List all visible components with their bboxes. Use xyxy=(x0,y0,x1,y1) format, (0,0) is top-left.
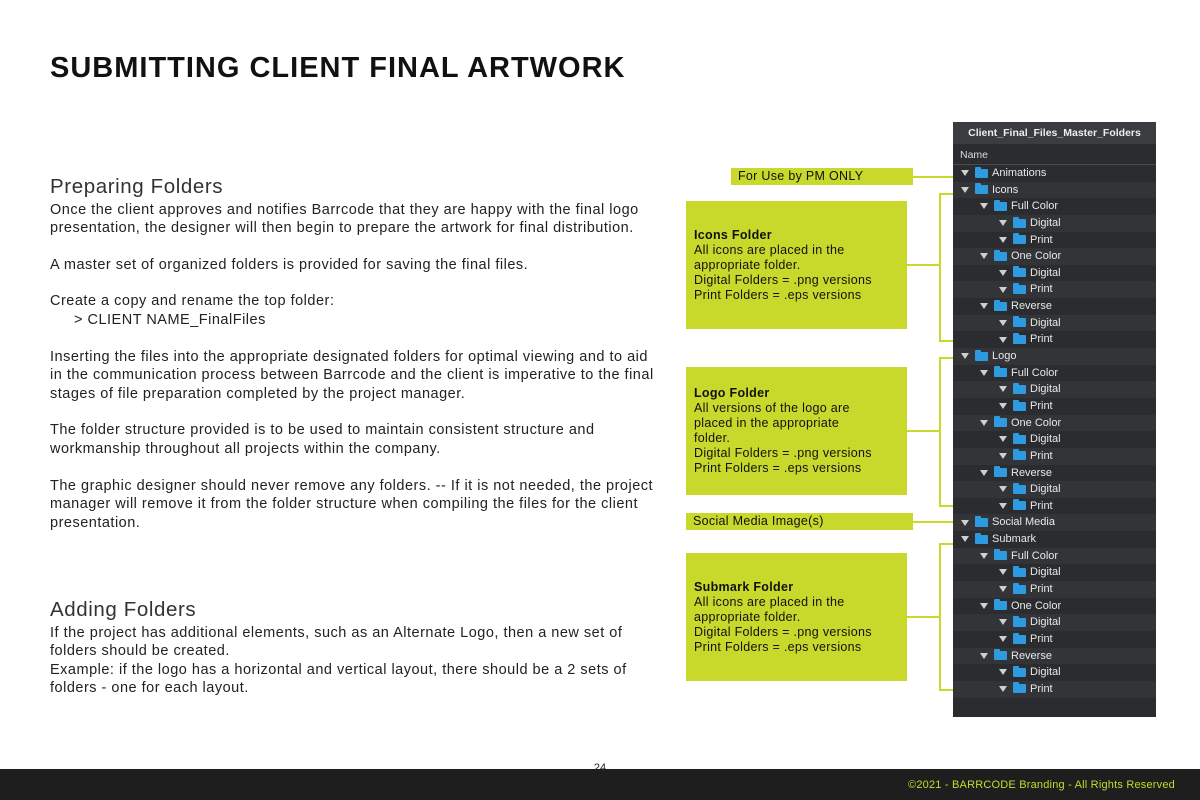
folder-label: Digital xyxy=(1030,666,1061,679)
folder-icon xyxy=(1013,684,1026,693)
folder-label: Print xyxy=(1030,449,1053,462)
folder-label: Print xyxy=(1030,583,1053,596)
folder-label: Social Media xyxy=(992,516,1055,529)
folder-icon xyxy=(1013,235,1026,244)
folder-label: Digital xyxy=(1030,483,1061,496)
adding-paragraph-1: If the project has additional elements, such as an Alternate Logo, then a new set of folders should be created. xyxy=(50,624,623,660)
folder-icon xyxy=(994,252,1007,261)
folder-label: One Color xyxy=(1011,250,1062,263)
logo-bracket-top xyxy=(939,357,953,359)
folder-row[interactable] xyxy=(953,415,1156,432)
logo-bracket-v xyxy=(939,357,941,507)
folder-icon xyxy=(975,169,988,178)
folder-label: Print xyxy=(1030,333,1053,346)
folder-label: Print xyxy=(1030,499,1053,512)
disclosure-triangle-icon[interactable] xyxy=(999,403,1007,409)
adding-paragraph-2: Example: if the logo has a horizontal and vertical layout, there should be a 2 sets of folders - one for each layout. xyxy=(50,661,627,697)
disclosure-triangle-icon[interactable] xyxy=(980,653,988,659)
folder-row[interactable] xyxy=(953,498,1156,515)
submark-callout-line: Print Folders = .eps versions xyxy=(694,639,862,654)
folder-icon xyxy=(975,518,988,527)
folder-label: Full Color xyxy=(1011,366,1059,379)
folder-row[interactable] xyxy=(953,548,1156,565)
folder-label: Print xyxy=(1030,233,1053,246)
social-connector xyxy=(913,521,953,523)
disclosure-triangle-icon[interactable] xyxy=(999,320,1007,326)
logo-bracket-bottom xyxy=(939,505,953,507)
icons-callout-line: appropriate folder. xyxy=(694,257,801,272)
folder-row[interactable] xyxy=(953,331,1156,348)
folder-row[interactable] xyxy=(953,564,1156,581)
pm-only-tag: For Use by PM ONLY xyxy=(731,168,913,185)
preparing-heading: Preparing Folders xyxy=(50,175,224,198)
disclosure-triangle-icon[interactable] xyxy=(999,619,1007,625)
folder-icon xyxy=(1013,335,1026,344)
logo-callout-line: Print Folders = .eps versions xyxy=(694,461,862,475)
folder-label: Icons xyxy=(992,183,1019,196)
folder-icon xyxy=(1013,285,1026,294)
icons-folder-callout xyxy=(686,201,907,329)
disclosure-triangle-icon[interactable] xyxy=(961,353,969,359)
logo-callout-title: Logo Folder xyxy=(694,386,770,400)
folder-row[interactable] xyxy=(953,315,1156,332)
folder-row[interactable] xyxy=(953,182,1156,199)
finder-window-title: Client_Final_Files_Master_Folders xyxy=(953,122,1156,144)
folder-icon xyxy=(1013,585,1026,594)
page-number: 24 xyxy=(593,762,607,774)
folder-label: Digital xyxy=(1030,566,1061,579)
folder-label: Submark xyxy=(992,533,1037,546)
preparing-paragraph-1: Once the client approves and notifies Barrcode that they are happy with the final logo presentation, the designer will then begin to prepare the artwork for final distribution. xyxy=(50,201,639,237)
folder-row[interactable] xyxy=(953,648,1156,665)
disclosure-triangle-icon[interactable] xyxy=(999,270,1007,276)
disclosure-triangle-icon[interactable] xyxy=(999,669,1007,675)
preparing-paragraph-4: Inserting the files into the appropriate designated folders for optimal viewing and to aid in the communication process between Barrcode and the client is imperative to the final stages of file preparation completed by the project manager. xyxy=(50,348,654,402)
folder-icon xyxy=(1013,268,1026,277)
folder-label: Animations xyxy=(992,167,1047,179)
disclosure-triangle-icon[interactable] xyxy=(999,569,1007,575)
folder-row[interactable] xyxy=(953,681,1156,698)
icons-bracket-v xyxy=(939,193,941,342)
folder-row[interactable] xyxy=(953,531,1156,548)
folder-label: One Color xyxy=(1011,599,1062,612)
folder-icon xyxy=(975,185,988,194)
icons-connector-h xyxy=(907,264,940,266)
rename-instruction: Create a copy and rename the top folder: xyxy=(50,293,335,310)
folder-row[interactable] xyxy=(953,664,1156,681)
adding-section xyxy=(50,598,655,698)
submark-callout-title: Submark Folder xyxy=(694,579,794,594)
folder-row[interactable] xyxy=(953,631,1156,648)
folder-icon xyxy=(1013,219,1026,228)
folder-icon xyxy=(1013,318,1026,327)
folder-row[interactable] xyxy=(953,481,1156,498)
submark-folder-callout xyxy=(686,553,907,681)
folder-row[interactable] xyxy=(953,431,1156,448)
folder-label: One Color xyxy=(1011,416,1062,429)
submark-bracket-v xyxy=(939,543,941,691)
disclosure-triangle-icon[interactable] xyxy=(999,237,1007,243)
disclosure-triangle-icon[interactable] xyxy=(980,603,988,609)
folder-icon xyxy=(1013,451,1026,460)
social-media-tag: Social Media Image(s) xyxy=(686,513,913,530)
preparing-paragraph-5: The folder structure provided is to be used to maintain consistent structure and workmanship throughout all projects within the company. xyxy=(50,422,595,457)
disclosure-triangle-icon[interactable] xyxy=(980,253,988,259)
disclosure-triangle-icon[interactable] xyxy=(980,370,988,376)
folder-label: Digital xyxy=(1030,266,1061,279)
folder-row[interactable] xyxy=(953,581,1156,598)
folder-icon xyxy=(994,468,1007,477)
logo-connector-h xyxy=(907,430,940,432)
folder-row[interactable] xyxy=(953,365,1156,382)
logo-callout-line: Digital Folders = .png versions xyxy=(694,446,872,460)
folder-icon xyxy=(994,368,1007,377)
disclosure-triangle-icon[interactable] xyxy=(999,636,1007,642)
folder-row[interactable] xyxy=(953,298,1156,315)
folder-row[interactable] xyxy=(953,248,1156,265)
disclosure-triangle-icon[interactable] xyxy=(999,486,1007,492)
folder-row[interactable] xyxy=(953,232,1156,249)
disclosure-triangle-icon[interactable] xyxy=(999,686,1007,692)
disclosure-triangle-icon[interactable] xyxy=(999,453,1007,459)
adding-paragraph xyxy=(50,624,655,698)
disclosure-triangle-icon[interactable] xyxy=(961,187,969,193)
rename-example: > CLIENT NAME_FinalFiles xyxy=(74,311,266,328)
folder-icon xyxy=(1013,385,1026,394)
disclosure-triangle-icon[interactable] xyxy=(980,303,988,309)
folder-icon xyxy=(994,202,1007,211)
folder-icon xyxy=(994,418,1007,427)
folder-label: Logo xyxy=(992,350,1017,363)
adding-heading: Adding Folders xyxy=(50,598,197,621)
folder-row[interactable] xyxy=(953,614,1156,631)
disclosure-triangle-icon[interactable] xyxy=(980,470,988,476)
disclosure-triangle-icon[interactable] xyxy=(980,553,988,559)
folder-icon xyxy=(1013,435,1026,444)
folder-icon xyxy=(1013,402,1026,411)
pm-only-connector xyxy=(913,176,953,178)
preparing-paragraph-3 xyxy=(50,292,655,329)
finder-column-header-name[interactable]: Name xyxy=(953,144,1156,165)
finder-window xyxy=(953,122,1156,717)
submark-bracket-top xyxy=(939,543,953,545)
folder-label: Print xyxy=(1030,632,1053,645)
disclosure-triangle-icon[interactable] xyxy=(961,520,969,526)
icons-callout-line: Print Folders = .eps versions xyxy=(694,287,862,302)
folder-row[interactable] xyxy=(953,198,1156,215)
finder-folder-list xyxy=(953,165,1156,698)
preparing-section xyxy=(50,175,655,550)
disclosure-triangle-icon[interactable] xyxy=(980,420,988,426)
icons-callout-title: Icons Folder xyxy=(694,227,772,242)
folder-row[interactable] xyxy=(953,281,1156,298)
logo-callout-line: All versions of the logo are xyxy=(694,401,850,415)
submark-callout-line: appropriate folder. xyxy=(694,609,801,624)
folder-icon xyxy=(1013,668,1026,677)
folder-row[interactable] xyxy=(953,348,1156,365)
folder-label: Print xyxy=(1030,399,1053,412)
icons-callout-line: All icons are placed in the xyxy=(694,242,845,257)
folder-row[interactable] xyxy=(953,381,1156,398)
folder-label: Digital xyxy=(1030,433,1061,446)
disclosure-triangle-icon[interactable] xyxy=(999,586,1007,592)
folder-icon xyxy=(1013,568,1026,577)
submark-bracket-bottom xyxy=(939,689,953,691)
logo-folder-callout xyxy=(686,367,907,495)
logo-callout-line: placed in the appropriate xyxy=(694,416,840,430)
preparing-paragraph-6: The graphic designer should never remove any folders. -- If it is not needed, the project manager will remove it from the folder structure when compiling the files for the client presentation. xyxy=(50,477,654,531)
folder-row[interactable] xyxy=(953,165,1156,182)
folder-icon xyxy=(975,535,988,544)
folder-icon xyxy=(994,551,1007,560)
folder-row[interactable] xyxy=(953,265,1156,282)
folder-label: Reverse xyxy=(1011,649,1052,662)
folder-label: Digital xyxy=(1030,316,1061,329)
folder-label: Full Color xyxy=(1011,200,1059,213)
disclosure-triangle-icon[interactable] xyxy=(999,436,1007,442)
folder-icon xyxy=(994,302,1007,311)
folder-row[interactable] xyxy=(953,448,1156,465)
submark-connector-h xyxy=(907,616,940,618)
folder-icon xyxy=(1013,618,1026,627)
folder-row[interactable] xyxy=(953,465,1156,482)
folder-icon xyxy=(1013,501,1026,510)
folder-label: Digital xyxy=(1030,616,1061,629)
disclosure-triangle-icon[interactable] xyxy=(980,203,988,209)
submark-callout-line: All icons are placed in the xyxy=(694,594,845,609)
disclosure-triangle-icon[interactable] xyxy=(999,337,1007,343)
folder-icon xyxy=(1013,635,1026,644)
folder-label: Digital xyxy=(1030,216,1061,229)
logo-callout-line: folder. xyxy=(694,431,731,445)
folder-icon xyxy=(975,352,988,361)
copyright-text: ©2021 - BARRCODE Branding - All Rights Reserved xyxy=(908,779,1175,791)
folder-label: Digital xyxy=(1030,383,1061,396)
icons-callout-line: Digital Folders = .png versions xyxy=(694,272,872,287)
folder-icon xyxy=(994,651,1007,660)
folder-row[interactable] xyxy=(953,598,1156,615)
folder-label: Full Color xyxy=(1011,549,1059,562)
folder-row[interactable] xyxy=(953,514,1156,531)
folder-label: Print xyxy=(1030,682,1053,695)
page-title: SUBMITTING CLIENT FINAL ARTWORK xyxy=(50,52,626,84)
disclosure-triangle-icon[interactable] xyxy=(999,503,1007,509)
disclosure-triangle-icon[interactable] xyxy=(999,386,1007,392)
disclosure-triangle-icon[interactable] xyxy=(999,287,1007,293)
disclosure-triangle-icon[interactable] xyxy=(999,220,1007,226)
icons-bracket-bottom xyxy=(939,340,953,342)
folder-icon xyxy=(994,601,1007,610)
folder-row[interactable] xyxy=(953,398,1156,415)
folder-icon xyxy=(1013,485,1026,494)
folder-label: Print xyxy=(1030,283,1053,296)
folder-label: Reverse xyxy=(1011,300,1052,313)
disclosure-triangle-icon[interactable] xyxy=(961,536,969,542)
icons-bracket-top xyxy=(939,193,953,195)
submark-callout-line: Digital Folders = .png versions xyxy=(694,624,872,639)
preparing-paragraph-2: A master set of organized folders is provided for saving the final files. xyxy=(50,256,529,273)
folder-row[interactable] xyxy=(953,215,1156,232)
folder-label: Reverse xyxy=(1011,466,1052,479)
disclosure-triangle-icon[interactable] xyxy=(961,170,969,176)
